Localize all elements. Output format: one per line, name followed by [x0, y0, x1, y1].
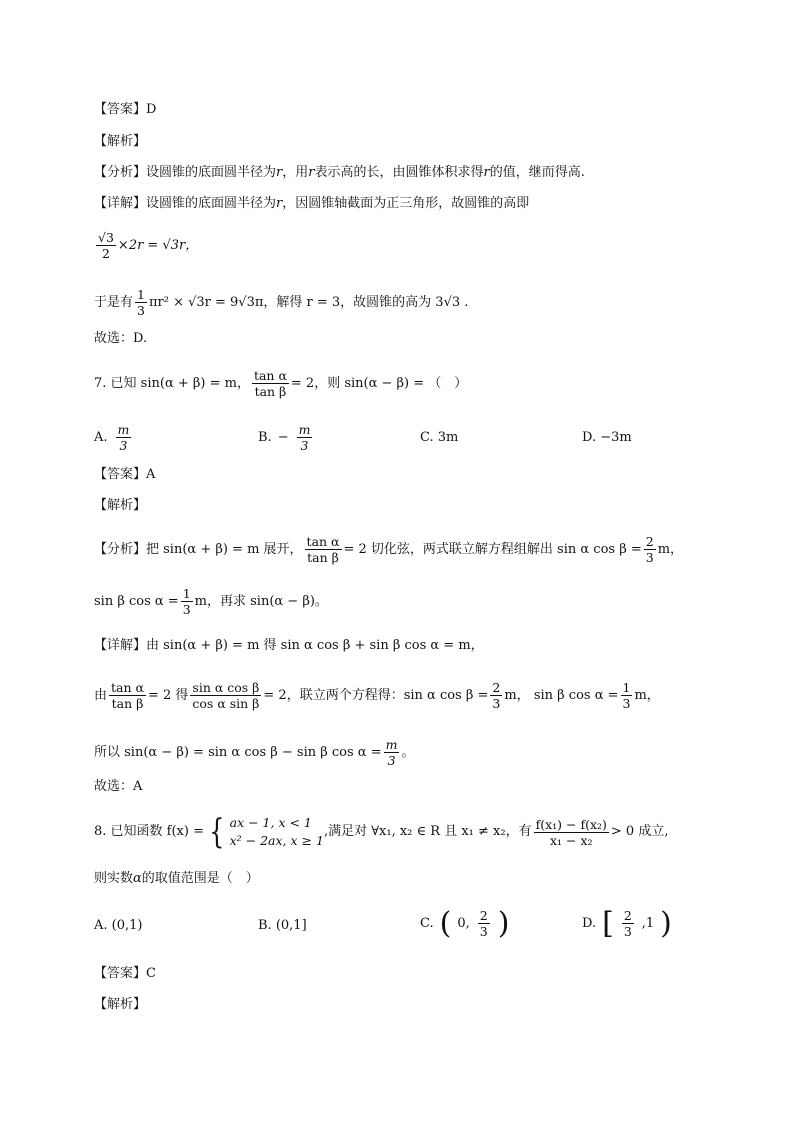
- fraction: $\frac{m}{3}$: [298, 422, 311, 453]
- fraction: $\frac{√3}{2}$: [98, 230, 114, 261]
- q7-fenxi: 【分析】把 sin(α + β) = m 展开， $\frac{\text{tan α}}{\text{tan β}}$ = 2 切化弦，两式联立解方程组解出 sin α cos β = $\frac{2}{3}$ m，: [94, 534, 684, 565]
- q7-option-b: B. − $\frac{m}{3}$: [258, 422, 311, 453]
- left-brace: {: [209, 812, 225, 852]
- fraction: $\frac{2}{3}$: [479, 908, 488, 939]
- q7-option-c: C. 3m: [420, 430, 459, 445]
- xiangjie-line: 【详解】设圆锥的底面圆半径为r，因圆锥轴截面为正三角形，故圆锥的高即: [94, 196, 530, 211]
- question-8-line2: 则实数α的取值范围是（ ）: [94, 871, 259, 886]
- fraction: $\frac{1}{3}$: [137, 287, 145, 318]
- q7-detail-2: 由 $\frac{\text{tan α}}{\text{tan β}}$ = 2 得 $\frac{\text{sin α cos β}}{\text{cos α sin β}}$ = 2，联立两个方程得：sin α cos β = $\frac{2}{3}$ m， sin β cos α = $\frac{1}{3}$ m，: [94, 680, 660, 711]
- q8-option-a: A. (0,1): [94, 918, 143, 933]
- q8-analysis-heading: 【解析】: [94, 997, 147, 1012]
- fraction: $\frac{1}{3}$: [622, 680, 631, 711]
- fraction: $\frac{2}{3}$: [645, 534, 654, 565]
- height-equation: $\frac{√3}{2}$ ×2r = √3r，: [98, 230, 199, 261]
- fraction: $\frac{2}{3}$: [623, 908, 632, 939]
- fraction: $\frac{m}{3}$: [117, 422, 130, 453]
- fraction: $\frac{\text{tan α}}{\text{tan β}}$: [306, 534, 340, 565]
- q7-fenxi-line2: sin β cos α = $\frac{1}{3}$ m，再求 sin(α − β)。: [94, 586, 328, 617]
- fenxi-line: 【分析】设圆锥的底面圆半径为r，用r表示高的长，由圆锥体积求得r的值，继而得高.: [94, 165, 585, 180]
- answer-prev: 【答案】D: [94, 102, 157, 117]
- question-8-stem: 8. 已知函数 f(x) = { ax − 1, x < 1 x² − 2ax, x ≥ 1 ,满足对 ∀x₁, x₂ ∈ R 且 x₁ ≠ x₂，有 $\frac{\text{f(x₁) − f(x₂)}}{\text{x₁ − x₂}}$ > 0 成立,: [94, 812, 669, 852]
- fraction: $\frac{\text{f(x₁) − f(x₂)}}{\text{x₁ − x₂}}$: [535, 816, 607, 848]
- q8-answer: 【答案】C: [94, 966, 156, 981]
- piecewise-cases: ax − 1, x < 1 x² − 2ax, x ≥ 1: [229, 815, 324, 848]
- volume-equation: 于是有 $\frac{1}{3}$ πr² × √3r = 9√3π，解得 r = 3，故圆锥的高为 3√3 .: [94, 287, 469, 318]
- q8-option-c: C. ( 0, $\frac{2}{3}$ ): [420, 905, 510, 941]
- q7-choose: 故选：A: [94, 779, 143, 794]
- fraction: $\frac{2}{3}$: [492, 680, 501, 711]
- fraction: $\frac{\text{tan α}}{\text{tan β}}$: [253, 368, 287, 399]
- fraction: $\frac{\text{sin α cos β}}{\text{cos α sin β}}$: [192, 680, 260, 711]
- q7-option-a: A. $\frac{m}{3}$: [94, 422, 130, 453]
- q8-option-d: D. [ $\frac{2}{3}$ ,1 ): [582, 905, 672, 941]
- q7-detail-3: 所以 sin(α − β) = sin α cos β − sin β cos α = $\frac{m}{3}$ 。: [94, 737, 415, 768]
- q8-option-b: B. (0,1]: [258, 918, 307, 933]
- q7-detail-1: 【详解】由 sin(α + β) = m 得 sin α cos β + sin β cos α = m，: [94, 638, 484, 653]
- fraction: $\frac{m}{3}$: [385, 737, 398, 768]
- q7-answer: 【答案】A: [94, 467, 156, 482]
- analysis-heading: 【解析】: [94, 134, 147, 149]
- question-7-stem: 7. 已知 sin(α + β) = m， $\frac{\text{tan α}}{\text{tan β}}$ = 2，则 sin(α − β) = （ ）: [94, 368, 468, 399]
- q7-option-d: D. −3m: [582, 430, 632, 445]
- fraction: $\frac{1}{3}$: [182, 586, 191, 617]
- q7-analysis-heading: 【解析】: [94, 498, 147, 513]
- fraction: $\frac{\text{tan α}}{\text{tan β}}$: [111, 680, 144, 711]
- choose-line: 故选：D.: [94, 331, 148, 346]
